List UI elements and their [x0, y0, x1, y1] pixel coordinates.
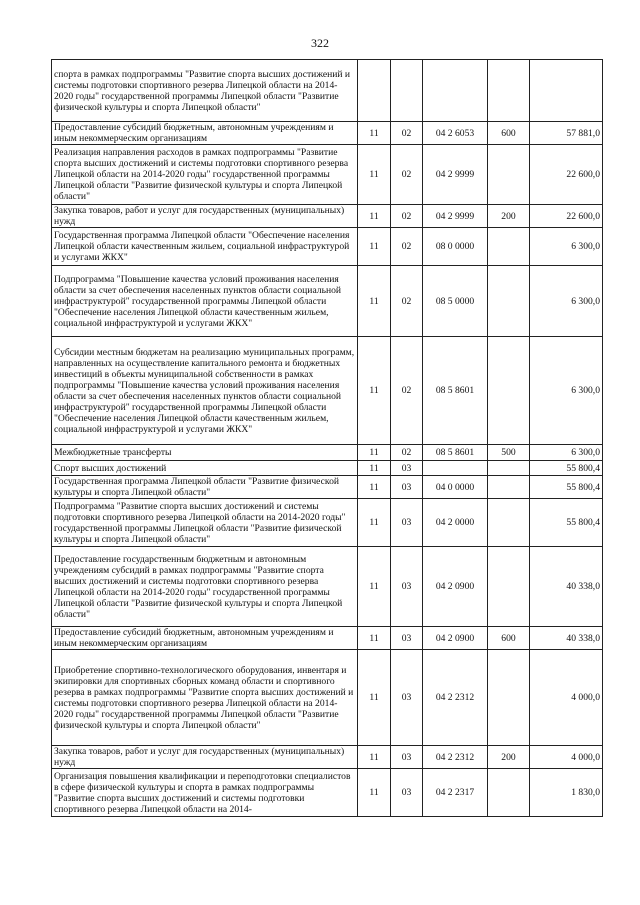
row-amount-cell: 6 300,0 [530, 266, 603, 337]
table-row [52, 461, 603, 476]
row-amount-cell: 55 800,4 [530, 499, 603, 547]
row-target-article-cell [423, 60, 488, 122]
row-expense-type-cell [488, 145, 530, 205]
row-name-cell: Спорт высших достижений [52, 461, 358, 476]
row-name-cell: Подпрограмма "Развитие спорта высших достижений и системы подготовки спортивного резерва Липецкой области на 2014-2020 годы" государственной программы Липецкой области "Развитие физической культуры и спорта Липецкой области" [52, 499, 358, 547]
table-row [52, 547, 603, 627]
row-name-cell: Подпрограмма "Повышение качества условий проживания населения области за счет обеспечения населенных пунктов области социальной инфраструктурой" государственной программы Липецкой области "Обеспечение населения Липецкой области качественным жильем, социальной инфраструктурой и услугами ЖКХ" [52, 266, 358, 337]
row-target-article-cell: 04 2 9999 [423, 145, 488, 205]
row-target-article-cell: 04 2 0900 [423, 547, 488, 627]
row-subsection-cell [391, 60, 423, 122]
row-section-cell: 11 [358, 476, 391, 499]
row-name-cell: Закупка товаров, работ и услуг для государственных (муниципальных) нужд [52, 746, 358, 769]
row-subsection-cell: 03 [391, 499, 423, 547]
row-name-cell: спорта в рамках подпрограммы "Развитие спорта высших достижений и системы подготовки спортивного резерва Липецкой области на 2014-2020 годы" государственной программы Липецкой области "Развитие физической культуры и спорта Липецкой области" [52, 60, 358, 122]
row-target-article-cell [423, 461, 488, 476]
row-name-cell: Реализация направления расходов в рамках подпрограммы "Развитие спорта высших достижений и системы подготовки спортивного резерва Липецкой области на 2014-2020 годы" государственной программы Липецкой области "Развитие физической культуры и спорта Липецкой области" [52, 145, 358, 205]
row-expense-type-cell [488, 769, 530, 817]
row-subsection-cell: 03 [391, 627, 423, 650]
row-section-cell [358, 60, 391, 122]
row-amount-cell: 4 000,0 [530, 746, 603, 769]
row-subsection-cell: 03 [391, 650, 423, 746]
row-subsection-cell: 03 [391, 547, 423, 627]
table-row [52, 337, 603, 445]
row-target-article-cell: 08 0 0000 [423, 228, 488, 266]
row-expense-type-cell: 600 [488, 627, 530, 650]
row-section-cell: 11 [358, 145, 391, 205]
table-row [52, 769, 603, 817]
row-section-cell: 11 [358, 445, 391, 461]
row-section-cell: 11 [358, 499, 391, 547]
row-name-cell: Государственная программа Липецкой области "Обеспечение населения Липецкой области качественным жильем, социальной инфраструктурой и услугами ЖКХ" [52, 228, 358, 266]
row-target-article-cell: 04 2 0000 [423, 499, 488, 547]
row-expense-type-cell: 200 [488, 746, 530, 769]
row-expense-type-cell [488, 547, 530, 627]
row-section-cell: 11 [358, 122, 391, 145]
row-section-cell: 11 [358, 461, 391, 476]
row-name-cell: Предоставление государственным бюджетным и автономным учреждениям субсидий в рамках подпрограммы "Развитие спорта высших достижений и системы подготовки спортивного резерва Липецкой области на 2014-2020 годы" государственной программы Липецкой области "Развитие физической культуры и спорта Липецкой области" [52, 547, 358, 627]
table-row [52, 205, 603, 228]
row-subsection-cell: 02 [391, 145, 423, 205]
row-amount-cell: 6 300,0 [530, 228, 603, 266]
row-expense-type-cell [488, 650, 530, 746]
row-name-cell: Закупка товаров, работ и услуг для государственных (муниципальных) нужд [52, 205, 358, 228]
row-section-cell: 11 [358, 337, 391, 445]
row-amount-cell: 55 800,4 [530, 461, 603, 476]
row-section-cell: 11 [358, 547, 391, 627]
row-section-cell: 11 [358, 228, 391, 266]
table-row [52, 650, 603, 746]
row-name-cell: Предоставление субсидий бюджетным, автономным учреждениям и иным некоммерческим организациям [52, 627, 358, 650]
row-target-article-cell: 04 0 0000 [423, 476, 488, 499]
row-name-cell: Субсидии местным бюджетам на реализацию муниципальных программ, направленных на осуществление капитального ремонта и бюджетных инвестиций в объекты муниципальной собственности в рамках подпрограммы "Повышение качества условий проживания населения области за счет обеспечения населенных пунктов области социальной инфраструктурой" государственной программы Липецкой области "Обеспечение населения Липецкой области качественным жильем, социальной инфраструктурой и услугами ЖКХ" [52, 337, 358, 445]
row-amount-cell: 4 000,0 [530, 650, 603, 746]
row-subsection-cell: 02 [391, 337, 423, 445]
row-target-article-cell: 04 2 0900 [423, 627, 488, 650]
row-subsection-cell: 03 [391, 476, 423, 499]
row-amount-cell: 6 300,0 [530, 337, 603, 445]
row-subsection-cell: 02 [391, 445, 423, 461]
row-subsection-cell: 02 [391, 122, 423, 145]
row-expense-type-cell [488, 60, 530, 122]
row-expense-type-cell: 600 [488, 122, 530, 145]
row-amount-cell: 40 338,0 [530, 547, 603, 627]
table-row [52, 60, 603, 122]
table-row [52, 122, 603, 145]
row-amount-cell: 40 338,0 [530, 627, 603, 650]
row-target-article-cell: 08 5 8601 [423, 445, 488, 461]
row-expense-type-cell [488, 499, 530, 547]
table-row [52, 476, 603, 499]
row-subsection-cell: 02 [391, 266, 423, 337]
row-amount-cell: 22 600,0 [530, 205, 603, 228]
row-target-article-cell: 04 2 9999 [423, 205, 488, 228]
page-number: 322 [311, 36, 329, 50]
table-row [52, 228, 603, 266]
row-target-article-cell: 08 5 8601 [423, 337, 488, 445]
budget-table [51, 59, 603, 817]
row-expense-type-cell: 500 [488, 445, 530, 461]
row-expense-type-cell [488, 461, 530, 476]
row-section-cell: 11 [358, 627, 391, 650]
row-amount-cell: 55 800,4 [530, 476, 603, 499]
row-name-cell: Приобретение спортивно-технологического оборудования, инвентаря и экипировки для спортивных сборных команд области и спортивного резерва в рамках подпрограммы "Развитие спорта высших достижений и системы подготовки спортивного резерва Липецкой области на 2014-2020 годы" государственной программы Липецкой области "Развитие физической культуры и спорта Липецкой области" [52, 650, 358, 746]
row-subsection-cell: 03 [391, 746, 423, 769]
row-name-cell: Межбюджетные трансферты [52, 445, 358, 461]
row-section-cell: 11 [358, 205, 391, 228]
row-section-cell: 11 [358, 650, 391, 746]
row-subsection-cell: 03 [391, 769, 423, 817]
row-amount-cell: 57 881,0 [530, 122, 603, 145]
row-expense-type-cell [488, 228, 530, 266]
row-amount-cell [530, 60, 603, 122]
row-name-cell: Организация повышения квалификации и переподготовки специалистов в сфере физической культуры и спорта в рамках подпрограммы "Развитие спорта высших достижений и системы подготовки спортивного резерва Липецкой области на 2014- [52, 769, 358, 817]
row-expense-type-cell [488, 476, 530, 499]
row-target-article-cell: 04 2 2312 [423, 746, 488, 769]
row-target-article-cell: 04 2 6053 [423, 122, 488, 145]
table-row [52, 627, 603, 650]
row-amount-cell: 1 830,0 [530, 769, 603, 817]
table-row [52, 445, 603, 461]
row-subsection-cell: 03 [391, 461, 423, 476]
row-subsection-cell: 02 [391, 228, 423, 266]
row-section-cell: 11 [358, 746, 391, 769]
row-target-article-cell: 04 2 2312 [423, 650, 488, 746]
row-amount-cell: 6 300,0 [530, 445, 603, 461]
row-name-cell: Предоставление субсидий бюджетным, автономным учреждениям и иным некоммерческим организациям [52, 122, 358, 145]
row-target-article-cell: 04 2 2317 [423, 769, 488, 817]
budget-table-body [52, 60, 603, 817]
table-row [52, 746, 603, 769]
row-name-cell: Государственная программа Липецкой области "Развитие физической культуры и спорта Липецкой области" [52, 476, 358, 499]
row-target-article-cell: 08 5 0000 [423, 266, 488, 337]
row-expense-type-cell [488, 266, 530, 337]
table-row [52, 145, 603, 205]
row-section-cell: 11 [358, 769, 391, 817]
table-row [52, 499, 603, 547]
row-expense-type-cell [488, 337, 530, 445]
row-amount-cell: 22 600,0 [530, 145, 603, 205]
table-row [52, 266, 603, 337]
row-subsection-cell: 02 [391, 205, 423, 228]
row-section-cell: 11 [358, 266, 391, 337]
row-expense-type-cell: 200 [488, 205, 530, 228]
